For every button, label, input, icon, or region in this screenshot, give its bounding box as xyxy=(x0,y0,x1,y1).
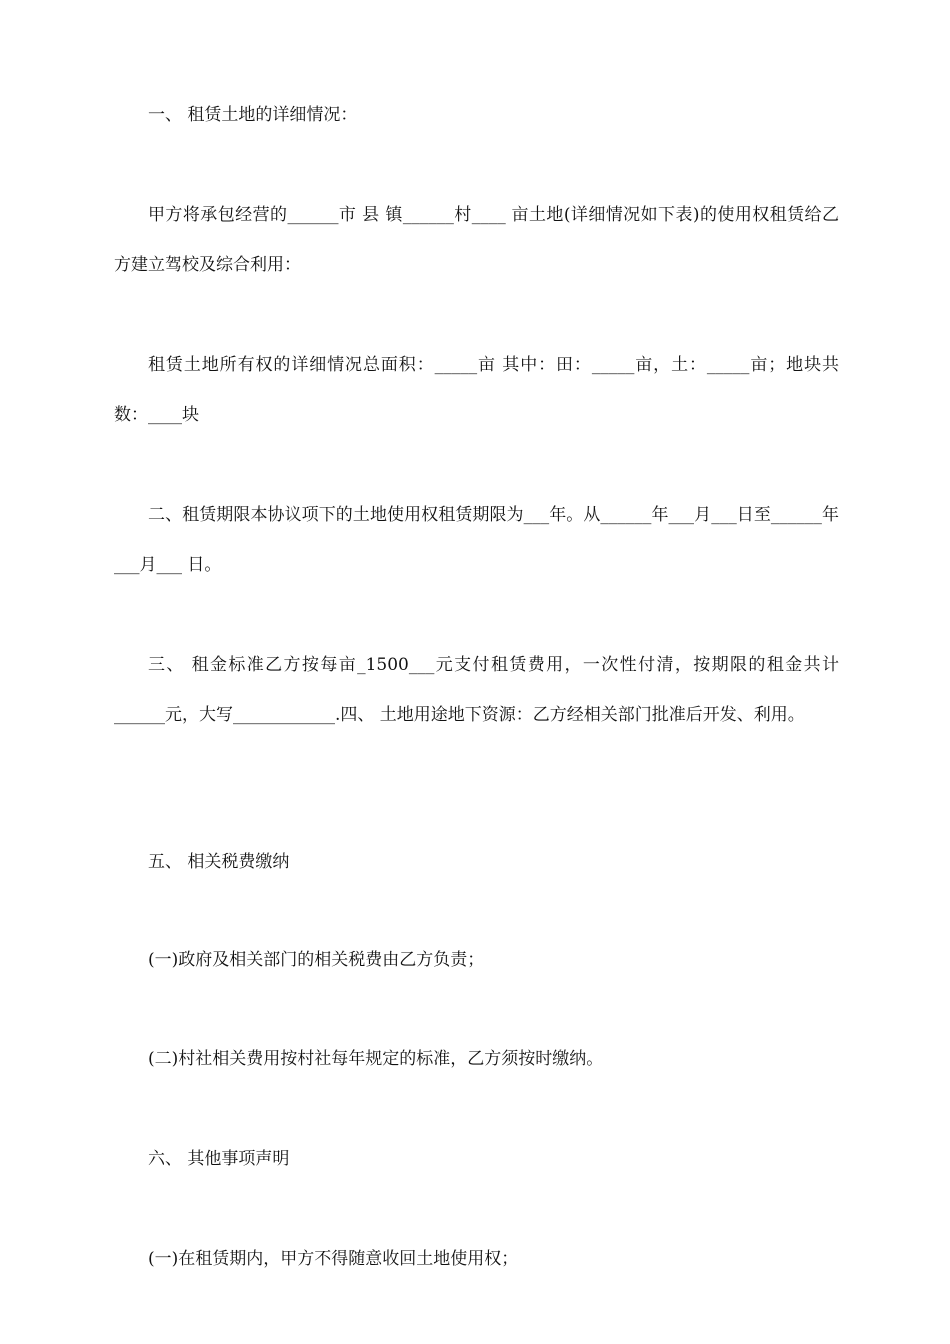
tax-clause-2: (二)村社相关费用按村社每年规定的标准，乙方须按时缴纳。 xyxy=(148,1049,604,1069)
other-clause-1: (一)在租赁期内，甲方不得随意收回土地使用权； xyxy=(148,1249,519,1269)
land-area-details: 租赁土地所有权的详细情况总面积：_____亩 其中：田：_____亩，土：_____亩；地块共数：____块 xyxy=(114,355,839,425)
tax-clause-1: (一)政府及相关部门的相关税费由乙方负责； xyxy=(148,950,485,970)
land-lease-description: 甲方将承包经营的______市 县 镇______村____ 亩土地(详细情况如下表)的使用权租赁给乙方建立驾校及综合利用： xyxy=(114,205,839,275)
section-1-heading: 一、 租赁土地的详细情况： xyxy=(148,105,358,125)
section-6-heading: 六、 其他事项声明 xyxy=(148,1149,290,1169)
section-3-rent-standard: 三、 租金标准乙方按每亩_1500___元支付租赁费用，一次性付清，按期限的租金共计______元，大写____________.四、 土地用途地下资源：乙方经相关部门批准后开发、利用。 xyxy=(114,655,839,725)
section-2-lease-term: 二、租赁期限本协议项下的土地使用权租赁期限为___年。从______年___月___日至______年___月___ 日。 xyxy=(114,505,839,575)
section-5-heading: 五、 相关税费缴纳 xyxy=(148,852,290,872)
